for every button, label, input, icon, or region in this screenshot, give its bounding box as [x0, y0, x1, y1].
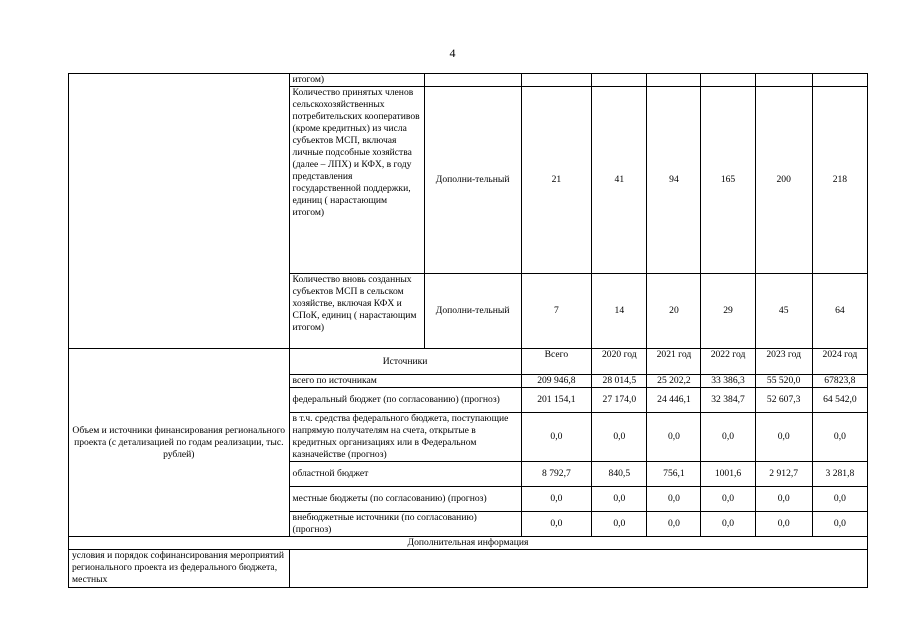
finance-value: 67823,8 [812, 375, 867, 388]
indicator-name: Количество принятых членов сельскохозяйственных потребительских кооперативов (кроме кредитных) из числа субъектов МСП, включая личные подсобные хозяйства (далее – ЛПХ) и КФХ, в году представления государственной поддержки, единиц ( нарастающим итогом) [289, 87, 424, 274]
col-header: 2020 год [592, 349, 647, 375]
indicator-type: Дополни-тельный [424, 274, 521, 349]
finance-value: 8 792,7 [521, 462, 592, 487]
indicator-value: 20 [647, 274, 701, 349]
source-name: всего по источникам [289, 375, 521, 388]
finance-value: 0,0 [701, 413, 755, 462]
indicator-value: 7 [521, 274, 592, 349]
finance-value: 0,0 [755, 512, 812, 537]
indicator-value: 41 [592, 87, 647, 274]
col-header: 2022 год [701, 349, 755, 375]
finance-value: 0,0 [755, 413, 812, 462]
finance-value: 0,0 [592, 487, 647, 512]
finance-value: 0,0 [521, 512, 592, 537]
finance-value: 25 202,2 [647, 375, 701, 388]
finance-value: 55 520,0 [755, 375, 812, 388]
source-name: областной бюджет [289, 462, 521, 487]
finance-value: 52 607,3 [755, 388, 812, 413]
col-header: Всего [521, 349, 592, 375]
finance-value: 32 384,7 [701, 388, 755, 413]
finance-value: 0,0 [647, 512, 701, 537]
finance-value: 0,0 [701, 512, 755, 537]
finance-value: 0,0 [755, 487, 812, 512]
source-name: в т.ч. средства федерального бюджета, поступающие напрямую получателям на счета, открытые в кредитных организациях или в Федеральном казначействе (прогноз) [289, 413, 521, 462]
finance-value: 24 446,1 [647, 388, 701, 413]
finance-value: 33 386,3 [701, 375, 755, 388]
finance-value: 0,0 [812, 413, 867, 462]
col-header: 2024 год [812, 349, 867, 375]
col-header: 2023 год [755, 349, 812, 375]
indicator-value: 14 [592, 274, 647, 349]
finance-value: 0,0 [592, 413, 647, 462]
finance-value: 201 154,1 [521, 388, 592, 413]
finance-value: 2 912,7 [755, 462, 812, 487]
finance-value: 0,0 [647, 487, 701, 512]
finance-value: 27 174,0 [592, 388, 647, 413]
indicator-value: 21 [521, 87, 592, 274]
additional-row-value [289, 550, 867, 588]
indicator-value: 200 [755, 87, 812, 274]
finance-header-row [69, 349, 868, 375]
finance-value: 0,0 [647, 413, 701, 462]
additional-header-row [69, 537, 868, 550]
indicator-value: 45 [755, 274, 812, 349]
finance-value: 209 946,8 [521, 375, 592, 388]
source-name: федеральный бюджет (по согласованию) (прогноз) [289, 388, 521, 413]
additional-info-header: Дополнительная информация [69, 537, 868, 550]
left-empty-cell [69, 74, 290, 349]
finance-value: 0,0 [521, 413, 592, 462]
indicator-value: 94 [647, 87, 701, 274]
finance-value: 0,0 [521, 487, 592, 512]
finance-section-label: Объем и источники финансирования регионального проекта (с детализацией по годам реализации, тыс. рублей) [69, 349, 290, 537]
project-passport-table [68, 73, 868, 588]
indicator-value: 64 [812, 274, 867, 349]
finance-value: 0,0 [812, 487, 867, 512]
finance-value: 3 281,8 [812, 462, 867, 487]
indicator-value: 218 [812, 87, 867, 274]
additional-row [69, 550, 868, 588]
source-name: местные бюджеты (по согласованию) (прогноз) [289, 487, 521, 512]
finance-value: 0,0 [812, 512, 867, 537]
sources-header: Источники [289, 349, 521, 375]
indicator-name: Количество вновь созданных субъектов МСП в сельском хозяйстве, включая КФХ и СПоК, единиц ( нарастающим итогом) [289, 274, 424, 349]
indicator-value: 165 [701, 87, 755, 274]
finance-value: 64 542,0 [812, 388, 867, 413]
indicator-value: 29 [701, 274, 755, 349]
finance-value: 28 014,5 [592, 375, 647, 388]
col-header: 2021 год [647, 349, 701, 375]
finance-value: 840,5 [592, 462, 647, 487]
indicator-name: итогом) [289, 74, 424, 87]
additional-row-label: условия и порядок софинансирования мероприятий регионального проекта из федерального бюджета, местных [69, 550, 290, 588]
indicator-type: Дополни-тельный [424, 87, 521, 274]
finance-value: 1001,6 [701, 462, 755, 487]
finance-value: 756,1 [647, 462, 701, 487]
page-number: 4 [449, 46, 456, 60]
finance-value: 0,0 [592, 512, 647, 537]
finance-value: 0,0 [701, 487, 755, 512]
indicator-row-tail [69, 74, 868, 87]
source-name: внебюджетные источники (по согласованию) (прогноз) [289, 512, 521, 537]
